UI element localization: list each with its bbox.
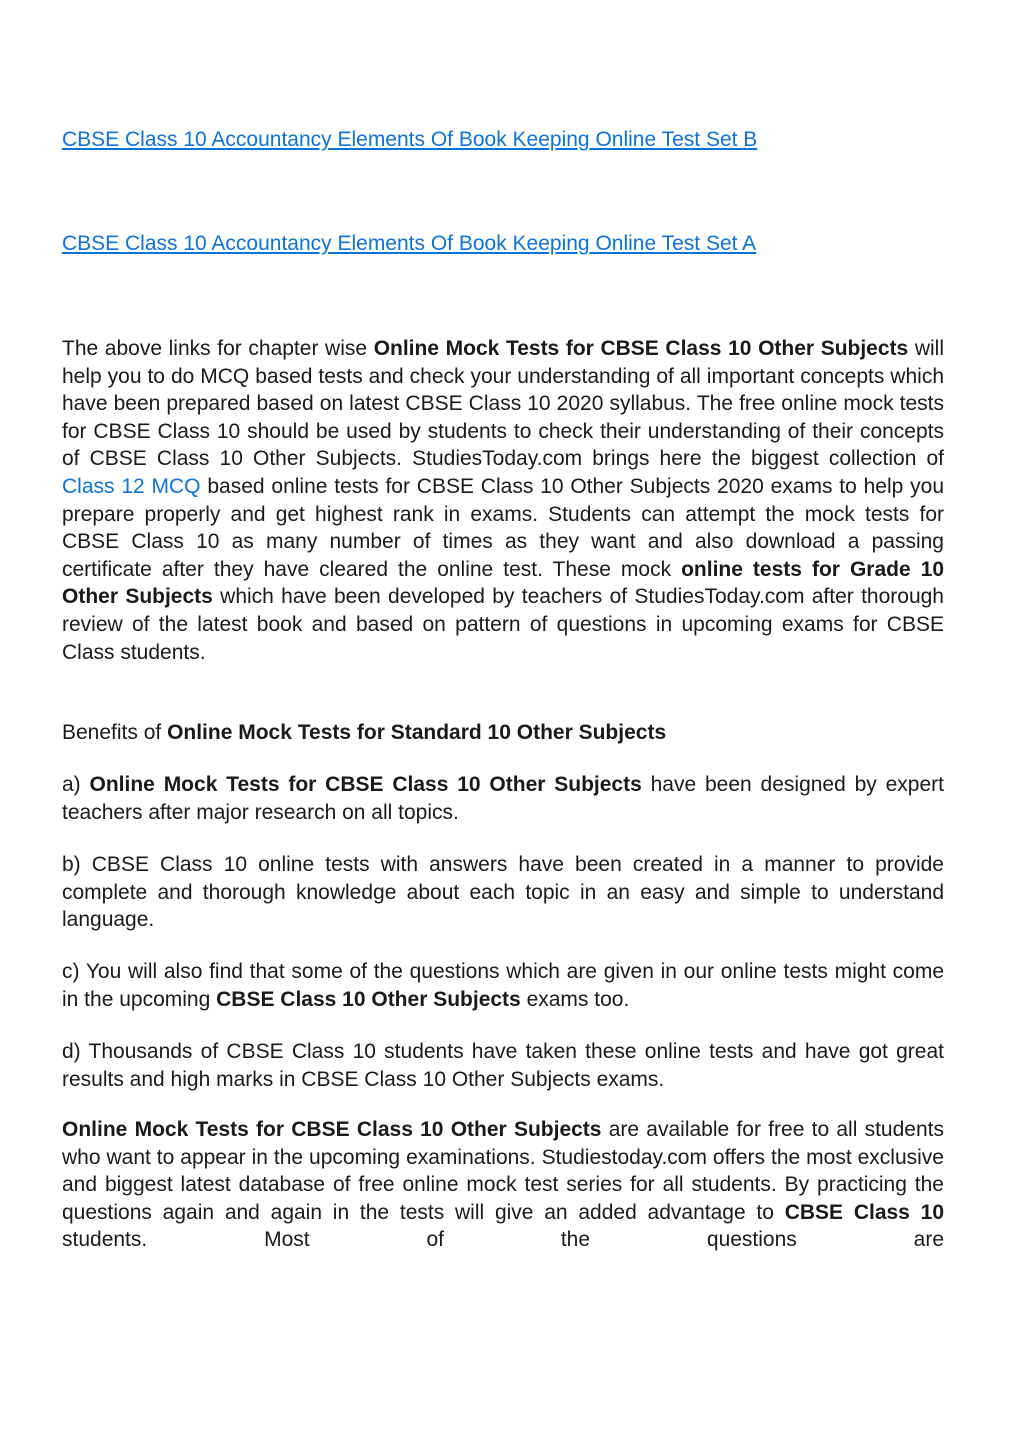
benefit-point-c (62, 958, 944, 1013)
final-text-1: are available for free to all students who want to appear in the upcoming examinations. Studiestoday.com offers the most exclusive and biggest latest database of free online mock test series for all students. By practicing the questions again and again in the tests will give an added advantage to (62, 1118, 944, 1224)
intro-bold-1: Online Mock Tests for CBSE Class 10 Other Subjects (373, 337, 909, 360)
benefits-text: Benefits of (62, 721, 168, 744)
intro-bold-2: online tests for Grade 10 Other Subjects (62, 557, 944, 609)
closing-paragraph (62, 1116, 944, 1254)
intro-text-3: based online tests for CBSE Class 10 Other Subjects 2020 exams to help you prepare properly and get highest rank in exams. Students can attempt the mock tests for CBSE Class 10 as many number of times as they want and also download a passing certificate after they have cleared the online test. These mock (62, 474, 945, 581)
point-c-bold: CBSE Class 10 Other Subjects (216, 987, 521, 1011)
test-set-a-link[interactable]: CBSE Class 10 Accountancy Elements Of Book Keeping Online Test Set A (62, 232, 757, 255)
point-a-bold: Online Mock Tests for CBSE Class 10 Other Subjects (89, 773, 642, 796)
intro-text-2: will help you to do MCQ based tests and check your understanding of all important concepts which have been prepared based on latest CBSE Class 10 2020 syllabus. The free online mock tests for CBSE Class 10 should be used by students to check their understanding of their concepts of CBSE Class 10 Other Subjects. StudiesToday.com brings here the biggest collection of (62, 337, 944, 471)
intro-text-4: which have been developed by teachers of StudiesToday.com after thorough review of the latest book and based on pattern of questions in upcoming exams for CBSE Class students. (62, 585, 944, 664)
intro-paragraph (62, 335, 944, 666)
point-d-text: d) Thousands of CBSE Class 10 students have taken these online tests and have got great results and high marks in CBSE Class 10 Other Subjects exams. (62, 1040, 944, 1091)
point-c-text-2: exams too. (520, 987, 630, 1011)
test-set-b-link[interactable]: CBSE Class 10 Accountancy Elements Of Book Keeping Online Test Set B (62, 128, 758, 151)
benefit-point-d (62, 1038, 944, 1093)
final-bold-1: Online Mock Tests for CBSE Class 10 Other Subjects (62, 1118, 602, 1141)
class-12-mcq-link[interactable]: Class 12 MCQ (62, 474, 201, 498)
point-a-text-1: a) (62, 773, 90, 796)
final-bold-2: CBSE Class 10 (784, 1200, 944, 1224)
point-a-text-2: have been designed by expert teachers after major research on all topics. (62, 773, 944, 824)
final-text-2: students. Most of the questions are (62, 1228, 944, 1252)
benefit-point-a (62, 771, 944, 826)
point-c-text-1: c) You will also find that some of the questions which are given in our online tests might come in the upcoming (62, 960, 944, 1011)
benefits-heading (62, 719, 944, 747)
intro-text-1: The above links for chapter wise (62, 337, 374, 360)
point-b-text: b) CBSE Class 10 online tests with answers have been created in a manner to provide complete and thorough knowledge about each topic in an easy and simple to understand language. (62, 853, 944, 932)
benefits-bold: Online Mock Tests for Standard 10 Other Subjects (167, 721, 667, 744)
benefit-point-b (62, 851, 944, 934)
